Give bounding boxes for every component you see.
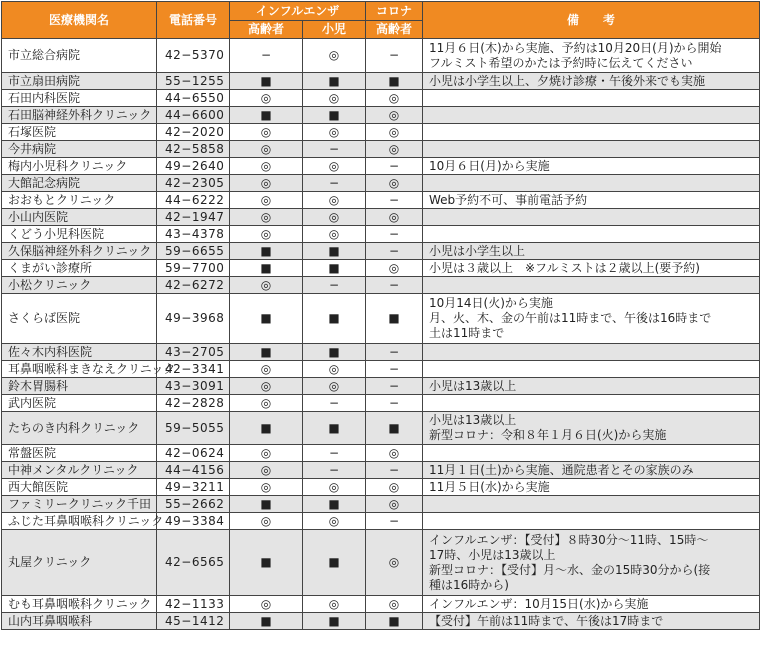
remarks-cell <box>423 596 760 613</box>
facility-name: 小松クリニック <box>2 277 157 294</box>
phone-number: 42−5858 <box>157 141 230 158</box>
corona-elderly-mark: ◎ <box>366 530 423 596</box>
flu-child-mark: ◎ <box>303 39 366 73</box>
phone-number: 44−4156 <box>157 462 230 479</box>
phone-number: 42−1947 <box>157 209 230 226</box>
phone-number: 55−2662 <box>157 496 230 513</box>
flu-elderly-mark: ■ <box>230 496 303 513</box>
flu-child-mark: ◎ <box>303 158 366 175</box>
phone-number: 55−1255 <box>157 73 230 90</box>
phone-number: 44−6550 <box>157 90 230 107</box>
header-remarks: 備 考 <box>423 2 760 39</box>
remark-line: 小児は13歳以上 <box>429 413 517 427</box>
facility-name: 西大館医院 <box>2 479 157 496</box>
flu-elderly-mark: ■ <box>230 344 303 361</box>
corona-elderly-mark: ◎ <box>366 479 423 496</box>
phone-number: 42−6565 <box>157 530 230 596</box>
flu-elderly-mark: ◎ <box>230 277 303 294</box>
phone-number: 42−2828 <box>157 395 230 412</box>
table-row <box>2 496 760 513</box>
remarks-cell <box>423 530 760 596</box>
phone-number: 42−3341 <box>157 361 230 378</box>
table-row <box>2 243 760 260</box>
facility-name: 石塚医院 <box>2 124 157 141</box>
table-row <box>2 260 760 277</box>
flu-elderly-mark: ◎ <box>230 158 303 175</box>
phone-number: 49−3384 <box>157 513 230 530</box>
table-row <box>2 294 760 344</box>
flu-elderly-mark: ◎ <box>230 209 303 226</box>
phone-number: 42−2305 <box>157 175 230 192</box>
flu-child-mark: − <box>303 462 366 479</box>
flu-child-mark: ◎ <box>303 378 366 395</box>
corona-elderly-mark: ◎ <box>366 107 423 124</box>
remarks-cell <box>423 107 760 124</box>
table-row <box>2 226 760 243</box>
corona-elderly-mark: − <box>366 158 423 175</box>
facility-name: くまがい診療所 <box>2 260 157 277</box>
remark-line: 10月６日(月)から実施 <box>429 158 550 173</box>
facility-name: 石田脳神経外科クリニック <box>2 107 157 124</box>
flu-child-mark: ■ <box>303 243 366 260</box>
flu-elderly-mark: ■ <box>230 107 303 124</box>
facility-name: むも耳鼻咽喉科クリニック <box>2 596 157 613</box>
table-row <box>2 412 760 445</box>
table-row <box>2 73 760 90</box>
facility-name: 山内耳鼻咽喉科 <box>2 613 157 630</box>
facility-name: 鈴木胃腸科 <box>2 378 157 395</box>
remark-line: 小児は小学生以上、夕焼け診療・午後外来でも実施 <box>429 73 706 88</box>
phone-number: 43−4378 <box>157 226 230 243</box>
table-row <box>2 513 760 530</box>
facility-name: おおもとクリニック <box>2 192 157 209</box>
facility-name: 小山内医院 <box>2 209 157 226</box>
phone-number: 44−6600 <box>157 107 230 124</box>
flu-child-mark: ■ <box>303 260 366 277</box>
facility-name: 梅内小児科クリニック <box>2 158 157 175</box>
remarks-cell <box>423 395 760 412</box>
flu-child-mark: − <box>303 277 366 294</box>
phone-number: 42−5370 <box>157 39 230 73</box>
facility-name: 耳鼻咽喉科まきなえクリニック <box>2 361 157 378</box>
remarks-cell <box>423 124 760 141</box>
facility-name: 大館記念病院 <box>2 175 157 192</box>
corona-elderly-mark: − <box>366 226 423 243</box>
corona-elderly-mark: − <box>366 378 423 395</box>
facility-name: さくらば医院 <box>2 294 157 344</box>
remarks-cell <box>423 445 760 462</box>
flu-child-mark: ■ <box>303 412 366 445</box>
corona-elderly-mark: − <box>366 361 423 378</box>
facility-name: 市立扇田病院 <box>2 73 157 90</box>
corona-elderly-mark: ◎ <box>366 90 423 107</box>
remark-line: インフルエンザ：【受付】８時30分〜11時、15時〜 <box>429 532 709 547</box>
flu-elderly-mark: ◎ <box>230 141 303 158</box>
flu-elderly-mark: ◎ <box>230 462 303 479</box>
corona-elderly-mark: ◎ <box>366 141 423 158</box>
flu-elderly-mark: ◎ <box>230 596 303 613</box>
corona-elderly-mark: ■ <box>366 73 423 90</box>
facility-name: 久保脳神経外科クリニック <box>2 243 157 260</box>
flu-child-mark: ◎ <box>303 192 366 209</box>
header-flu-elderly: 高齢者 <box>230 21 303 39</box>
facility-name: 佐々木内科医院 <box>2 344 157 361</box>
flu-elderly-mark: ■ <box>230 294 303 344</box>
flu-elderly-mark: ■ <box>230 530 303 596</box>
corona-elderly-mark: − <box>366 39 423 73</box>
corona-elderly-mark: − <box>366 277 423 294</box>
table-row <box>2 344 760 361</box>
flu-child-mark: ◎ <box>303 513 366 530</box>
flu-child-mark: − <box>303 141 366 158</box>
phone-number: 59−6655 <box>157 243 230 260</box>
flu-elderly-mark: ◎ <box>230 226 303 243</box>
flu-child-mark: ■ <box>303 73 366 90</box>
table-row <box>2 107 760 124</box>
remark-line: 17時、小児は13歳以上 <box>429 547 556 562</box>
header-flu-child: 小児 <box>303 21 366 39</box>
flu-child-mark: − <box>303 175 366 192</box>
flu-child-mark: ■ <box>303 107 366 124</box>
remarks-cell <box>423 192 760 209</box>
table-row <box>2 613 760 630</box>
remark-line: Web予約不可、事前電話予約 <box>429 192 588 207</box>
facility-name: くどう小児科医院 <box>2 226 157 243</box>
remarks-cell <box>423 226 760 243</box>
remarks-cell <box>423 39 760 73</box>
remark-line: 小児は３歳以上 ※フルミストは２歳以上(要予約) <box>429 260 700 275</box>
flu-child-mark: ◎ <box>303 361 366 378</box>
flu-elderly-mark: ◎ <box>230 90 303 107</box>
phone-number: 44−6222 <box>157 192 230 209</box>
remarks-cell <box>423 496 760 513</box>
table-row <box>2 462 760 479</box>
remark-line: 月、火、木、金の午前は11時まで、午後は16時まで <box>429 311 712 325</box>
flu-child-mark: ■ <box>303 613 366 630</box>
facility-name: 武内医院 <box>2 395 157 412</box>
remark-line: 【受付】午前は11時まで、午後は17時まで <box>429 613 664 628</box>
remarks-cell <box>423 613 760 630</box>
remark-line: 10月14日(火)から実施 <box>429 296 553 310</box>
phone-number: 42−6272 <box>157 277 230 294</box>
flu-elderly-mark: ◎ <box>230 361 303 378</box>
remark-line: 11月１日(土)から実施、通院患者とその家族のみ <box>429 462 694 477</box>
table-row <box>2 192 760 209</box>
flu-elderly-mark: ■ <box>230 260 303 277</box>
flu-child-mark: ◎ <box>303 226 366 243</box>
corona-elderly-mark: − <box>366 513 423 530</box>
vaccination-table <box>1 1 760 630</box>
corona-elderly-mark: ■ <box>366 613 423 630</box>
remarks-cell <box>423 73 760 90</box>
flu-child-mark: − <box>303 395 366 412</box>
corona-elderly-mark: ◎ <box>366 209 423 226</box>
remarks-cell <box>423 361 760 378</box>
flu-child-mark: ■ <box>303 294 366 344</box>
flu-elderly-mark: ◎ <box>230 124 303 141</box>
table-row <box>2 479 760 496</box>
remark-line: 11月５日(水)から実施 <box>429 479 550 494</box>
corona-elderly-mark: ◎ <box>366 175 423 192</box>
table-row <box>2 39 760 73</box>
facility-name: ファミリークリニック千田 <box>2 496 157 513</box>
remarks-cell <box>423 462 760 479</box>
table-row <box>2 158 760 175</box>
remark-line: 土は11時まで <box>429 326 505 340</box>
remarks-cell <box>423 175 760 192</box>
facility-name: たちのき内科クリニック <box>2 412 157 445</box>
remarks-cell <box>423 158 760 175</box>
flu-child-mark: ◎ <box>303 479 366 496</box>
table-row <box>2 209 760 226</box>
header-name: 医療機関名 <box>2 2 157 39</box>
facility-name: ふじた耳鼻咽喉科クリニック <box>2 513 157 530</box>
remark-line: インフルエンザ：10月15日(水)から実施 <box>429 596 649 611</box>
phone-number: 59−5055 <box>157 412 230 445</box>
facility-name: 今井病院 <box>2 141 157 158</box>
phone-number: 43−2705 <box>157 344 230 361</box>
corona-elderly-mark: ◎ <box>366 445 423 462</box>
corona-elderly-mark: ◎ <box>366 596 423 613</box>
corona-elderly-mark: − <box>366 395 423 412</box>
remarks-cell <box>423 344 760 361</box>
flu-child-mark: ◎ <box>303 124 366 141</box>
remarks-cell <box>423 412 760 445</box>
table-row <box>2 90 760 107</box>
flu-elderly-mark: ◎ <box>230 175 303 192</box>
flu-child-mark: ◎ <box>303 596 366 613</box>
flu-elderly-mark: ■ <box>230 412 303 445</box>
phone-number: 59−7700 <box>157 260 230 277</box>
flu-elderly-mark: ■ <box>230 243 303 260</box>
table-row <box>2 141 760 158</box>
flu-elderly-mark: ◎ <box>230 395 303 412</box>
flu-elderly-mark: ◎ <box>230 513 303 530</box>
table-row <box>2 378 760 395</box>
table-row <box>2 395 760 412</box>
phone-number: 42−2020 <box>157 124 230 141</box>
remarks-cell <box>423 90 760 107</box>
facility-name: 常盤医院 <box>2 445 157 462</box>
remark-line: 新型コロナ：【受付】月〜水、金の15時30分から(接 <box>429 562 711 577</box>
phone-number: 49−2640 <box>157 158 230 175</box>
corona-elderly-mark: − <box>366 243 423 260</box>
corona-elderly-mark: ■ <box>366 412 423 445</box>
corona-elderly-mark: ◎ <box>366 260 423 277</box>
remark-line: 小児は小学生以上 <box>429 243 526 258</box>
flu-elderly-mark: ■ <box>230 73 303 90</box>
flu-child-mark: ■ <box>303 530 366 596</box>
corona-elderly-mark: − <box>366 192 423 209</box>
phone-number: 42−0624 <box>157 445 230 462</box>
remarks-cell <box>423 513 760 530</box>
table-row <box>2 530 760 596</box>
remarks-cell <box>423 243 760 260</box>
facility-name: 石田内科医院 <box>2 90 157 107</box>
corona-elderly-mark: ■ <box>366 294 423 344</box>
remarks-cell <box>423 378 760 395</box>
header-influenza: インフルエンザ <box>230 2 366 21</box>
flu-elderly-mark: ◎ <box>230 378 303 395</box>
remarks-cell <box>423 277 760 294</box>
remark-line: フルミスト希望のかたは予約時に伝えてください <box>429 55 693 70</box>
flu-child-mark: ■ <box>303 496 366 513</box>
flu-elderly-mark: ◎ <box>230 479 303 496</box>
facility-name: 中神メンタルクリニック <box>2 462 157 479</box>
remark-line: 新型コロナ：令和８年１月６日(火)から実施 <box>429 428 667 442</box>
header-phone: 電話番号 <box>157 2 230 39</box>
flu-child-mark: ◎ <box>303 209 366 226</box>
phone-number: 42−1133 <box>157 596 230 613</box>
table-row <box>2 175 760 192</box>
corona-elderly-mark: − <box>366 462 423 479</box>
remarks-cell <box>423 209 760 226</box>
flu-child-mark: − <box>303 445 366 462</box>
phone-number: 43−3091 <box>157 378 230 395</box>
flu-elderly-mark: ◎ <box>230 192 303 209</box>
remarks-cell <box>423 260 760 277</box>
header-corona: コロナ <box>366 2 423 21</box>
corona-elderly-mark: − <box>366 344 423 361</box>
remarks-cell <box>423 141 760 158</box>
phone-number: 49−3968 <box>157 294 230 344</box>
flu-elderly-mark: ■ <box>230 613 303 630</box>
flu-elderly-mark: − <box>230 39 303 73</box>
corona-elderly-mark: ◎ <box>366 496 423 513</box>
header-corona-elderly: 高齢者 <box>366 21 423 39</box>
flu-child-mark: ■ <box>303 344 366 361</box>
remark-line: 種は16時から) <box>429 577 509 592</box>
table-row <box>2 361 760 378</box>
table-row <box>2 124 760 141</box>
phone-number: 45−1412 <box>157 613 230 630</box>
phone-number: 49−3211 <box>157 479 230 496</box>
remark-line: 小児は13歳以上 <box>429 378 517 393</box>
remarks-cell <box>423 294 760 344</box>
table-row <box>2 277 760 294</box>
remark-line: 11月６日(木)から実施、予約は10月20日(月)から開始 <box>429 40 722 55</box>
remarks-cell <box>423 479 760 496</box>
facility-name: 丸屋クリニック <box>2 530 157 596</box>
table-body <box>2 39 760 630</box>
table-row <box>2 445 760 462</box>
facility-name: 市立総合病院 <box>2 39 157 73</box>
flu-elderly-mark: ◎ <box>230 445 303 462</box>
flu-child-mark: ◎ <box>303 90 366 107</box>
corona-elderly-mark: ◎ <box>366 124 423 141</box>
table-row <box>2 596 760 613</box>
